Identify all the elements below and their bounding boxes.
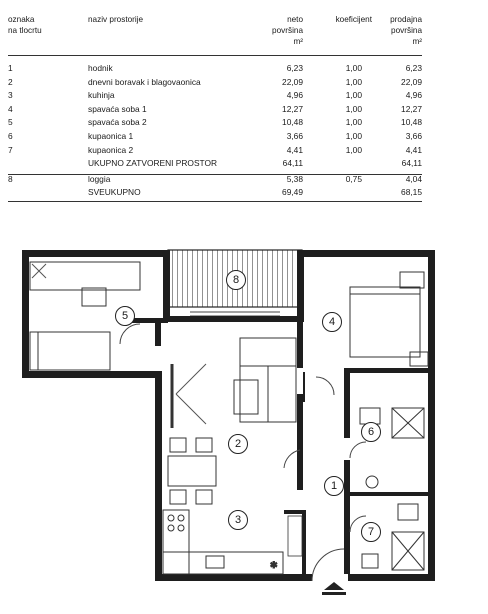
room-name: kuhinja: [88, 90, 115, 101]
table-row: [0, 62, 488, 75]
sale-area: 12,27: [401, 103, 422, 114]
kitchen-counter: [163, 510, 283, 574]
sale-area: 4,96: [405, 90, 422, 101]
svg-text:✱: ✱: [270, 560, 278, 570]
table-row: [0, 76, 488, 89]
floor-plan-drawing: [0, 232, 488, 614]
room-label-2: 2: [228, 434, 248, 454]
dining-set: [168, 438, 216, 504]
room-label-6: 6: [361, 422, 381, 442]
total-label: SVEUKUPNO: [88, 187, 141, 198]
neto-area: 10,48: [282, 117, 303, 128]
neto-area: 22,09: [282, 76, 303, 87]
room-number: 3: [8, 90, 13, 101]
coefficient: 1,00: [345, 63, 362, 73]
room-number: 8: [8, 173, 13, 184]
coefficient: 1,00: [345, 144, 362, 155]
subtotal-neto: 64,11: [282, 158, 303, 169]
room-name: spavaća soba 2: [88, 117, 147, 128]
room-label-7: 7: [361, 522, 381, 542]
room-label-1: 1: [324, 476, 344, 496]
room-label-3: 3: [228, 510, 248, 530]
subtotal-row: [0, 157, 488, 170]
total-neto: 69,49: [282, 187, 303, 198]
total-divider: [8, 201, 422, 202]
coefficient: 0,75: [345, 173, 362, 184]
table-row: [0, 144, 488, 157]
subtotal-divider: [8, 174, 422, 175]
coefficient: 1,00: [345, 117, 362, 128]
room-label-5: 5: [115, 306, 135, 326]
living-room-furniture: [172, 338, 296, 428]
sale-area: 3,66: [405, 131, 422, 141]
sale-area: 6,23: [405, 63, 422, 73]
neto-area: 4,41: [286, 144, 303, 155]
table-row: [0, 130, 488, 143]
coefficient: 1,00: [345, 103, 362, 114]
total-sale: 68,15: [401, 187, 422, 198]
room-number: 2: [8, 76, 13, 87]
neto-area: 12,27: [282, 103, 303, 114]
subtotal-label: UKUPNO ZATVORENI PROSTOR: [88, 158, 218, 169]
room-name: kupaonica 1: [88, 131, 134, 141]
subtotal-sale: 64,11: [401, 158, 422, 169]
room-number: 4: [8, 103, 13, 114]
neto-area: 6,23: [286, 63, 303, 73]
coefficient: 1,00: [345, 131, 362, 141]
neto-area: 3,66: [286, 131, 303, 141]
coefficient: 1,00: [345, 76, 362, 87]
entrance-arrow-icon: [324, 582, 344, 590]
coefficient: 1,00: [345, 90, 362, 101]
sale-area: 4,04: [405, 173, 422, 184]
room-name: loggia: [88, 173, 111, 184]
header-oznaka: oznaka na tlocrtu: [8, 15, 42, 35]
room-number: 5: [8, 117, 13, 128]
header-naziv: naziv prostorije: [88, 15, 144, 24]
neto-area: 5,38: [286, 173, 303, 184]
room-number: 6: [8, 131, 13, 141]
table-row: [0, 116, 488, 129]
room-number: 7: [8, 144, 13, 155]
room-name: kupaonica 2: [88, 144, 134, 155]
floor-plan: [0, 232, 488, 614]
hallway-doors: [284, 450, 344, 581]
room-name: dnevni boravak i blagovaonica: [88, 76, 201, 87]
header-neto: neto površina m²: [272, 15, 303, 46]
sale-area: 10,48: [401, 117, 422, 128]
header-divider: [8, 55, 422, 56]
room-label-8: 8: [226, 270, 246, 290]
room-name: spavaća soba 1: [88, 103, 147, 114]
total-row: [0, 186, 488, 199]
room-area-table: [0, 0, 488, 220]
header-koeficijent: koeficijent: [335, 15, 372, 24]
table-row: [0, 103, 488, 116]
bedroom1-furniture: [316, 272, 428, 395]
sale-area: 4,41: [405, 144, 422, 155]
table-row: [0, 89, 488, 102]
room-number: 1: [8, 63, 13, 73]
neto-area: 4,96: [286, 90, 303, 101]
sale-area: 22,09: [401, 76, 422, 87]
header-prodajna: prodajna površina m²: [390, 15, 422, 46]
room-name: hodnik: [88, 63, 113, 73]
room-label-4: 4: [322, 312, 342, 332]
